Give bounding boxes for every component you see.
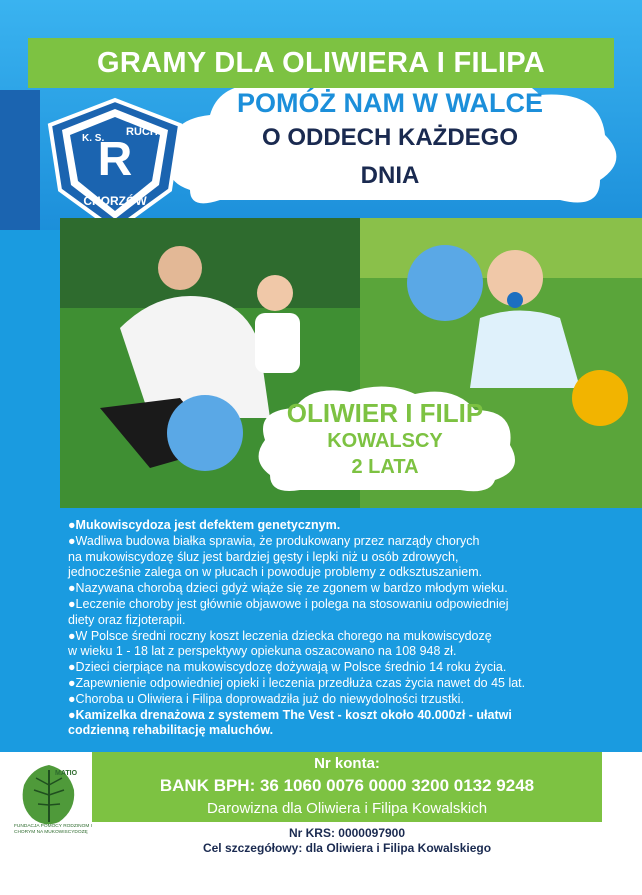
names-line1: OLIWIER I FILIP: [286, 398, 484, 428]
logo-subtitle: FUNDACJA POMOCY RODZINOM I CHORYM NA MUKOWISCYDOZĘ: [14, 824, 92, 835]
info-line: ●Leczenie choroby jest głównie objawowe i polega na stosowaniu odpowiedniej: [68, 596, 509, 611]
info-line: ●Kamizelka drenażowa z systemem The Vest - koszt około 40.000zł - ułatwi: [68, 707, 512, 722]
bank-account: BANK BPH: 36 1060 0076 0000 3200 0132 9248: [159, 776, 535, 795]
info-line: diety oraz fizjoterapii.: [68, 612, 186, 627]
names-line2: KOWALSCY: [327, 430, 443, 452]
info-line: ●Wadliwa budowa białka sprawia, że produkowany przez narządy chorych: [68, 533, 480, 548]
title-bar: [28, 38, 614, 88]
pacifier-icon: [507, 292, 523, 308]
info-line: ●Dzieci cierpiące na mukowiscydozę dożywają w Polsce średnio 14 roku życia.: [68, 660, 507, 675]
badge-bottom-text: CHORZÓW: [83, 194, 147, 208]
info-line: ●W Polsce średni roczny koszt leczenia dziecka chorego na mukowiscydozę: [68, 628, 492, 643]
info-line: w wieku 1 - 18 lat z perspektywy opiekuna oszacowano na 108 948 zł.: [68, 644, 457, 659]
svg-text:R: R: [97, 133, 133, 186]
info-line: ●Nazywana chorobą dzieci gdyż wiąże się ze zgonem w bardzo młodym wieku.: [68, 581, 508, 596]
toddler-left-head: [257, 275, 293, 311]
balloon-right: [407, 245, 483, 321]
poster-title: GRAMY DLA OLIWIERA I FILIPA: [97, 47, 545, 79]
headline-line2: O ODDECH KAŻDEGO: [261, 124, 518, 151]
info-list: [68, 518, 633, 739]
left-band: [0, 90, 40, 230]
man-head: [158, 246, 202, 290]
badge-ruch-text: RUCH: [126, 126, 158, 138]
headline-line1: POMÓŻ NAM W WALCE: [237, 88, 543, 118]
account-label: Nr konta:: [314, 755, 380, 772]
toddler-left-shirt: [255, 313, 300, 373]
krs-number: Nr KRS: 0000097900: [288, 826, 406, 840]
names-line3: 2 LATA: [351, 456, 419, 478]
info-line: ●Choroba u Oliwiera i Filipa doprowadziła już do niewydolności trzustki.: [68, 691, 464, 706]
donation-text: Darowizna dla Oliwiera i Filipa Kowalskich: [206, 800, 488, 817]
logo-name: MATIO: [55, 770, 78, 777]
info-line: jednocześnie zalega on w płucach i powoduje problemy z odksztuszaniem.: [68, 565, 483, 580]
info-line: codzienną rehabilitację maluchów.: [68, 723, 274, 738]
info-line: ●Zapewnienie odpowiedniej opieki i leczenia przedłuża czas życia nawet do 45 lat.: [68, 675, 526, 690]
headline-line3: DNIA: [360, 162, 420, 189]
info-line: na mukowiscydozę śluz jest bardziej gęsty i lepki niż u osób zdrowych,: [68, 549, 459, 564]
info-line: ●Mukowiscydoza jest defektem genetycznym.: [68, 518, 341, 532]
toy-rings: [572, 370, 628, 426]
badge-top-text: K. S.: [82, 133, 105, 144]
balloon-left: [167, 395, 243, 471]
ruch-chorzow-badge: [40, 95, 190, 235]
donation-purpose: Cel szczegółowy: dla Oliwiera i Filipa Kowalskiego: [202, 841, 492, 855]
